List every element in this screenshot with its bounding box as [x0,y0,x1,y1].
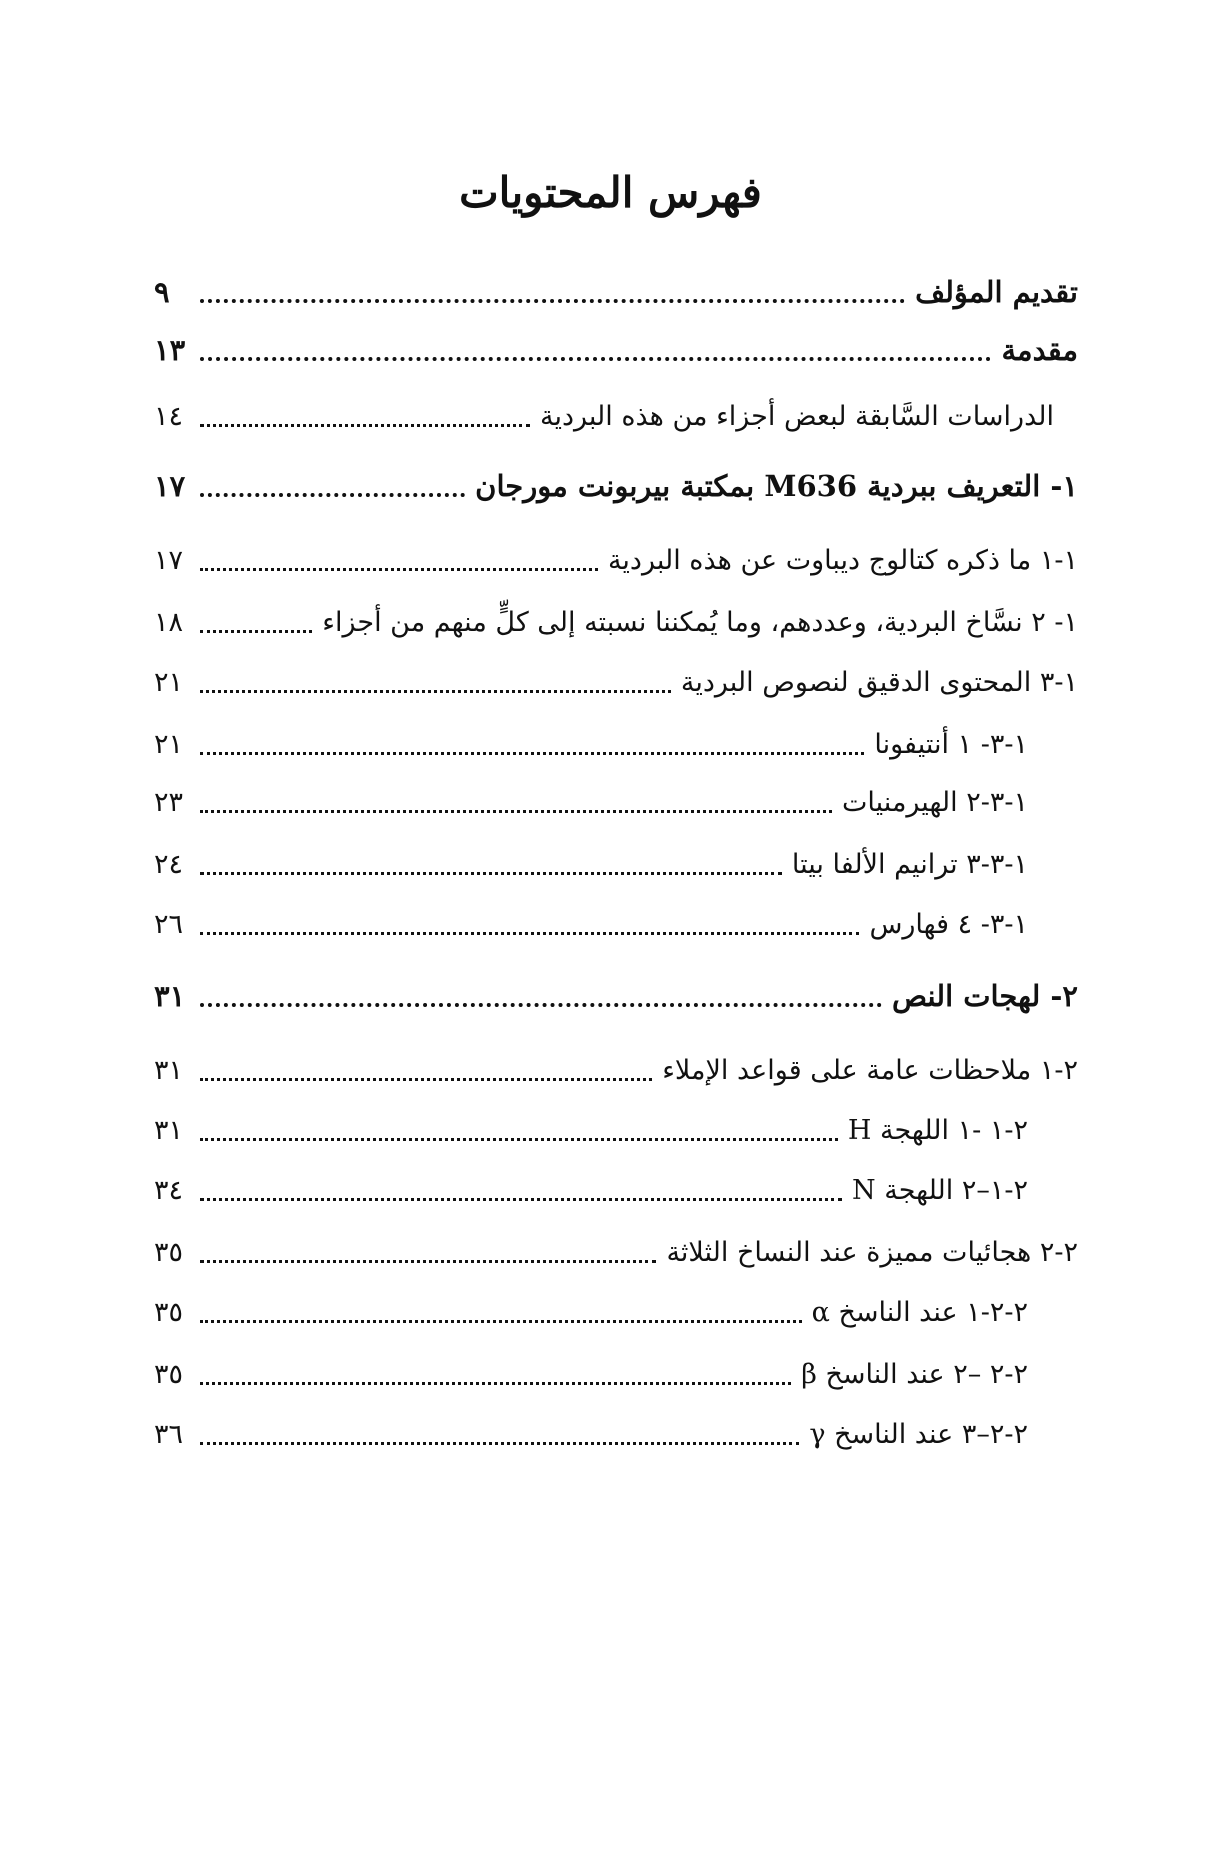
toc-page-number: ٩ [154,275,170,309]
toc-entry-label: ٢-١ ملاحظات عامة على قواعد الإملاء [662,1054,1078,1086]
toc-entry[interactable] [154,652,1078,712]
toc-entry[interactable] [154,320,1078,380]
toc-dot-leader [200,299,905,303]
toc-dot-leader [200,810,832,813]
toc-dot-leader [200,1003,882,1007]
toc-dot-leader [200,932,859,935]
toc-entry-label: ١-٣-٢ الهيرمنيات [842,786,1028,818]
toc-entry-label: ٢-١ -١ اللهجة H [847,1114,1028,1146]
toc-entry[interactable] [154,966,1078,1026]
toc-entry[interactable] [154,714,1028,774]
toc-entry[interactable] [154,772,1028,832]
toc-dot-leader [200,568,598,571]
toc-entry[interactable] [154,1282,1028,1342]
toc-dot-leader [200,1260,656,1263]
toc-entry-label: ١-٣ المحتوى الدقيق لنصوص البردية [680,666,1078,698]
toc-entry-label: مقدمة [1001,333,1078,367]
page-title: فهرس المحتويات [459,168,762,217]
toc-page-number: ١٧ [154,469,186,503]
toc-page-number: ٣٤ [154,1174,184,1206]
toc-page-number: ١٨ [154,606,184,638]
toc-entry-label: ١- ٢ نسَّاخ البردية، وعددهم، وما يُمكننا نسبته إلى كلٍّ منهم من أجزاء [322,606,1078,638]
toc-page-number: ٣١ [154,1054,184,1086]
toc-entry[interactable] [154,592,1078,652]
toc-dot-leader [200,1442,799,1445]
toc-entry[interactable] [154,1160,1028,1220]
toc-entry[interactable] [154,456,1078,516]
toc-dot-leader [200,424,530,427]
toc-page-number: ٣١ [154,1114,184,1146]
toc-entry-label: ١-٣- ١ أنتيفونا [874,728,1028,760]
toc-page-number: ٢١ [154,666,184,698]
toc-entry[interactable] [154,1100,1028,1160]
toc-entry[interactable] [154,1040,1078,1100]
toc-dot-leader [200,1138,838,1141]
toc-entry-label: تقديم المؤلف [915,275,1078,309]
toc-dot-leader [200,630,312,633]
toc-page-number: ٣٥ [154,1296,184,1328]
toc-dot-leader [200,690,671,693]
toc-entry-label: ٢-١–٢ اللهجة N [852,1174,1028,1206]
toc-entry-label: ٢- لهجات النص [891,979,1078,1013]
toc-entry-label: الدراسات السَّابقة لبعض أجزاء من هذه البردية [539,400,1054,432]
toc-dot-leader [200,357,991,361]
toc-page-number: ٣٥ [154,1236,184,1268]
toc-dot-leader [200,1198,842,1201]
toc-page-number: ٢٦ [154,908,184,940]
toc-entry[interactable] [154,1222,1078,1282]
toc-page-number: ٣٥ [154,1358,184,1390]
toc-entry[interactable] [154,894,1028,954]
toc-entry[interactable] [154,834,1028,894]
toc-entry[interactable] [154,386,1054,446]
toc-page-number: ٢٣ [154,786,184,818]
toc-entry-label: ٢-٢-١ عند الناسخ α [811,1296,1028,1328]
toc-page-number: ١٤ [154,400,184,432]
toc-page-number: ٢١ [154,728,184,760]
toc-dot-leader [200,752,864,755]
toc-dot-leader [200,1382,791,1385]
toc-entry-label: ٢-٢ –٢ عند الناسخ β [801,1358,1028,1390]
toc-page-number: ٣٦ [154,1418,184,1450]
toc-dot-leader [200,872,782,875]
toc-entry-label: ٢-٢–٣ عند الناسخ γ [809,1418,1028,1450]
toc-page-number: ٣١ [154,979,186,1013]
toc-entry-label: ١-٣-٣ ترانيم الألفا بيتا [791,848,1028,880]
toc-entry[interactable] [154,1344,1028,1404]
toc-dot-leader [200,1320,802,1323]
toc-entry[interactable] [154,530,1078,590]
toc-dot-leader [200,1078,652,1081]
toc-page-number: ٢٤ [154,848,184,880]
toc-page-number: ١٣ [154,333,186,367]
toc-entry-label: ١-٣- ٤ فهارس [869,908,1028,940]
toc-page-number: ١٧ [154,544,184,576]
toc-entry[interactable] [154,1404,1028,1464]
toc-entry[interactable] [154,262,1078,322]
toc-entry-label: ١- التعريف ببردية M636 بمكتبة بيربونت مورجان [475,469,1078,503]
toc-entry-label: ١-١ ما ذكره كتالوج ديباوت عن هذه البردية [607,544,1078,576]
toc-dot-leader [200,493,465,497]
toc-entry-label: ٢-٢ هجائيات مميزة عند النساخ الثلاثة [666,1236,1078,1268]
